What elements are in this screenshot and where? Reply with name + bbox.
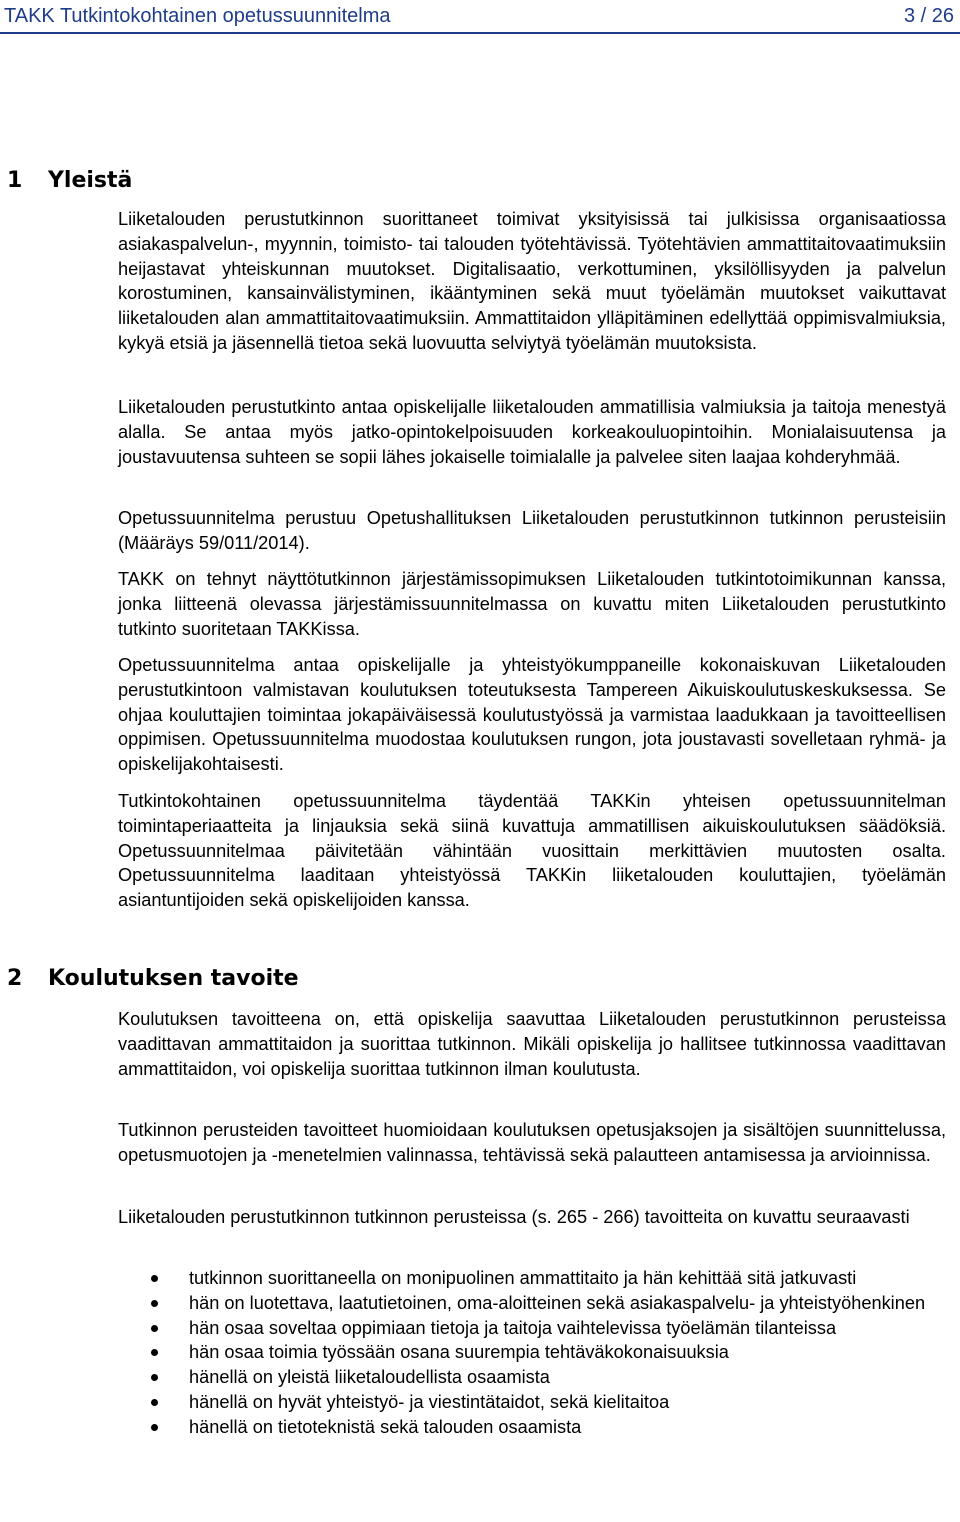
- paragraph: Liiketalouden perustutkinto antaa opiskelijalle liiketalouden ammatillisia valmiuksia ja taitoja menestyä alalla. Se antaa myös jatko-opintokelpoisuuden korkeakouluopintoihin. Monialaisuutensa ja joustavuutensa suhteen se sopii lähes jokaiselle toimialalle ja palvelee siten laajaa kohderyhmää.: [118, 397, 946, 467]
- bullet-icon: [151, 1300, 158, 1307]
- bullet-icon: [151, 1325, 158, 1332]
- list-item: hän osaa soveltaa oppimiaan tietoja ja taitoja vaihtelevissa työelämän tilanteissa: [118, 1316, 946, 1341]
- section-1-heading: [0, 166, 960, 198]
- document-title: TAKK Tutkintokohtainen opetussuunnitelma: [4, 5, 391, 27]
- paragraph: Liiketalouden perustutkinnon suorittaneet toimivat yksityisissä tai julkisissa organisaatiossa asiakaspalvelun-, myynnin, toimisto- tai talouden työtehtävissä. Työtehtävien ammattitaitovaatimuksiin heijastavat yhteiskunnan muutokset. Digitalisaatio, verkottuminen, yksilöllisyyden ja palvelun korostuminen, kansainvälistyminen, ikääntyminen sekä muut työelämän muutokset vaikuttavat liiketalouden alan ammattitaitovaatimuksiin. Ammattitaidon ylläpitäminen edellyttää oppimisvalmiuksia, kykyä etsiä ja jäsennellä tietoa sekä luovuutta selviytyä työelämän muutoksista.: [118, 209, 946, 353]
- page-number: 3 / 26: [903, 5, 954, 27]
- paragraph: Opetussuunnitelma antaa opiskelijalle ja yhteistyökumppaneille kokonaiskuvan Liiketalouden perustutkintoon valmistavan koulutuksen toteutuksesta Tampereen Aikuiskoulutuskeskuksessa. Se ohjaa kouluttajien toimintaa jokapäiväisessä koulutustyössä ja varmistaa laadukkaan ja tavoitteellisen oppimisen. Opetussuunnitelma muodostaa koulutuksen rungon, jota joustavasti sovelletaan ryhmä- ja opiskelijakohtaisesti.: [118, 655, 946, 775]
- paragraph: Tutkinnon perusteiden tavoitteet huomioidaan koulutuksen opetusjaksojen ja sisältöjen suunnittelussa, opetusmuotojen ja -menetelmien valinnassa, tehtävissä sekä palautteen antamisessa ja arvioinnissa.: [118, 1120, 946, 1165]
- paragraph: Liiketalouden perustutkinnon tutkinnon perusteissa (s. 265 - 266) tavoitteita on kuvattu seuraavasti: [118, 1207, 910, 1227]
- section-title: Yleistä: [48, 168, 133, 193]
- paragraph: Koulutuksen tavoitteena on, että opiskelija saavuttaa Liiketalouden perustutkinnon perusteissa vaadittavan ammattitaidon ja suorittaa tutkinnon. Mikäli opiskelija jo hallitsee tutkinnossa vaadittavan ammattitaidon, voi opiskelija suorittaa tutkinnon ilman koulutusta.: [118, 1009, 946, 1079]
- list-item: hänellä on hyvät yhteistyö- ja viestintätaidot, sekä kielitaitoa: [118, 1390, 946, 1415]
- page-header: [0, 0, 960, 34]
- section-number: 1: [7, 168, 23, 193]
- section-number: 2: [7, 966, 23, 991]
- paragraph: Tutkintokohtainen opetussuunnitelma täydentää TAKKin yhteisen opetussuunnitelman toimintaperiaatteita ja linjauksia sekä siinä kuvattuja ammatillisen aikuiskoulutuksen säädöksiä. Opetussuunnitelmaa päivitetään vähintään vuosittain merkittävien muutosten osalta. Opetussuunnitelma laaditaan yhteistyössä TAKKin liiketalouden kouluttajien, työelämän asiantuntijoiden sekä opiskelijoiden kanssa.: [118, 791, 946, 911]
- list-item: hän on luotettava, laatutietoinen, oma-aloitteinen sekä asiakaspalvelu- ja yhteistyöhenkinen: [118, 1291, 946, 1316]
- bullet-icon: [151, 1349, 158, 1356]
- bullet-icon: [151, 1374, 158, 1381]
- bullet-icon: [151, 1424, 158, 1431]
- list-item: hänellä on tietoteknistä sekä talouden osaamista: [118, 1415, 946, 1440]
- paragraph: TAKK on tehnyt näyttötutkinnon järjestämissopimuksen Liiketalouden tutkintotoimikunnan kanssa, jonka liitteenä olevassa järjestämissuunnitelmassa on kuvattu miten Liiketalouden perustutkinto tutkinto suoritetaan TAKKissa.: [118, 569, 946, 639]
- bullet-icon: [151, 1399, 158, 1406]
- header-divider: [0, 32, 960, 34]
- list-item: hän osaa toimia työssään osana suurempia tehtäväkokonaisuuksia: [118, 1340, 946, 1365]
- goals-bullet-list: [118, 1266, 946, 1440]
- list-item: hänellä on yleistä liiketaloudellista osaamista: [118, 1365, 946, 1390]
- section-title: Koulutuksen tavoite: [48, 966, 299, 991]
- paragraph: Opetussuunnitelma perustuu Opetushallituksen Liiketalouden perustutkinnon tutkinnon perusteisiin (Määräys 59/011/2014).: [118, 508, 946, 553]
- section-2-heading: [0, 964, 960, 996]
- list-item: tutkinnon suorittaneella on monipuolinen ammattitaito ja hän kehittää sitä jatkuvasti: [118, 1266, 946, 1291]
- bullet-icon: [151, 1275, 158, 1282]
